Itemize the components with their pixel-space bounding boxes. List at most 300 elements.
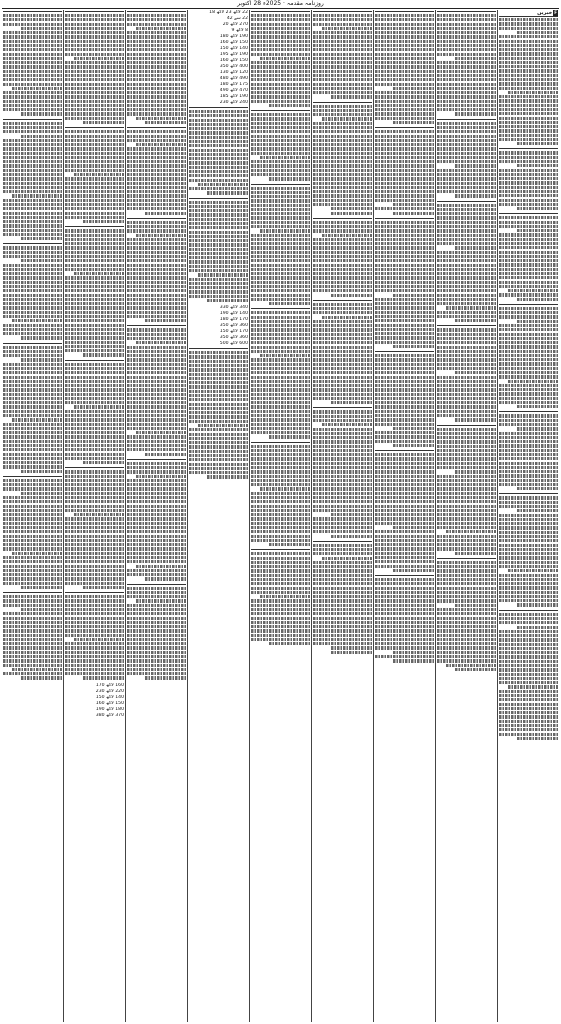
text-line bbox=[437, 27, 496, 30]
text-line bbox=[127, 294, 186, 297]
text-line bbox=[3, 440, 62, 443]
text-line bbox=[189, 218, 248, 221]
text-line bbox=[269, 177, 310, 180]
text-line bbox=[313, 595, 372, 598]
rate-line: 140 لاکھ 190 bbox=[219, 311, 248, 317]
text-line bbox=[313, 432, 372, 435]
text-line bbox=[127, 668, 186, 671]
text-line bbox=[251, 414, 310, 417]
text-line bbox=[189, 269, 248, 272]
text-line bbox=[499, 449, 558, 452]
text-line bbox=[136, 599, 186, 602]
text-line bbox=[65, 500, 124, 503]
text-line bbox=[313, 65, 372, 68]
text-line bbox=[437, 143, 496, 146]
text-line bbox=[499, 591, 558, 594]
text-line bbox=[127, 393, 186, 396]
text-line bbox=[3, 255, 62, 258]
text-line bbox=[65, 238, 124, 241]
text-line bbox=[499, 328, 558, 331]
text-line bbox=[3, 298, 62, 301]
text-line bbox=[313, 415, 372, 418]
text-line bbox=[437, 204, 496, 207]
story-divider bbox=[189, 107, 248, 108]
text-line bbox=[251, 509, 310, 512]
text-line bbox=[251, 199, 310, 202]
text-line bbox=[251, 599, 310, 602]
text-line bbox=[313, 160, 372, 163]
text-line bbox=[313, 522, 372, 525]
text-line bbox=[499, 419, 558, 422]
text-line bbox=[437, 126, 496, 129]
text-line bbox=[313, 130, 372, 133]
text-line bbox=[3, 376, 62, 379]
text-line bbox=[375, 535, 434, 538]
text-line bbox=[251, 462, 310, 465]
text-line bbox=[21, 336, 62, 339]
story-divider bbox=[251, 184, 310, 185]
story-divider bbox=[437, 425, 496, 426]
text-line bbox=[331, 207, 372, 210]
text-line bbox=[74, 638, 124, 641]
text-line bbox=[251, 212, 310, 215]
text-line bbox=[375, 44, 434, 47]
text-line bbox=[3, 569, 62, 572]
text-line bbox=[437, 384, 496, 387]
text-line bbox=[437, 87, 496, 90]
text-line bbox=[65, 108, 124, 111]
news-story bbox=[313, 102, 372, 215]
text-line bbox=[3, 35, 62, 38]
text-line bbox=[313, 139, 372, 142]
text-line bbox=[313, 229, 372, 232]
text-line bbox=[375, 552, 434, 555]
story-headline bbox=[499, 10, 558, 17]
text-line bbox=[251, 634, 310, 637]
text-line bbox=[189, 252, 248, 255]
text-line bbox=[3, 367, 62, 370]
text-line bbox=[437, 221, 496, 224]
text-line bbox=[375, 315, 434, 318]
text-line bbox=[499, 556, 558, 559]
text-line bbox=[65, 642, 124, 645]
text-line bbox=[375, 595, 434, 598]
text-line bbox=[189, 201, 248, 204]
news-story bbox=[499, 148, 558, 210]
text-line bbox=[499, 337, 558, 340]
text-line bbox=[499, 173, 558, 176]
text-line bbox=[65, 294, 124, 297]
text-line bbox=[127, 646, 186, 649]
text-line bbox=[207, 475, 248, 478]
text-line bbox=[127, 104, 186, 107]
text-line bbox=[127, 367, 186, 370]
text-line bbox=[375, 522, 434, 525]
text-line bbox=[437, 276, 496, 279]
text-line bbox=[437, 53, 496, 56]
text-line bbox=[189, 398, 248, 401]
text-line bbox=[437, 595, 496, 598]
text-line bbox=[3, 199, 62, 202]
text-line bbox=[127, 388, 186, 391]
text-line bbox=[21, 112, 62, 115]
text-line bbox=[189, 213, 248, 216]
text-line bbox=[375, 259, 434, 262]
text-line bbox=[189, 248, 248, 251]
text-line bbox=[127, 595, 186, 598]
text-line bbox=[136, 341, 186, 344]
text-line bbox=[65, 560, 124, 563]
text-line bbox=[65, 349, 124, 352]
text-line bbox=[251, 608, 310, 611]
text-line bbox=[3, 289, 62, 292]
text-line bbox=[375, 612, 434, 615]
text-line bbox=[3, 328, 62, 331]
text-line bbox=[393, 569, 434, 572]
text-line bbox=[455, 470, 496, 473]
text-line bbox=[127, 526, 186, 529]
text-line bbox=[65, 457, 124, 460]
text-line bbox=[65, 569, 124, 572]
text-line bbox=[499, 733, 558, 736]
text-line bbox=[517, 142, 558, 145]
rate-line: 470 لاکھ 490 bbox=[219, 88, 248, 93]
text-line bbox=[65, 311, 124, 314]
text-line bbox=[65, 255, 124, 258]
news-story bbox=[251, 549, 310, 645]
text-line bbox=[313, 152, 372, 155]
text-line bbox=[313, 354, 372, 357]
text-line bbox=[65, 435, 124, 438]
text-line bbox=[437, 251, 496, 254]
text-line bbox=[3, 363, 62, 366]
text-line bbox=[437, 242, 496, 245]
text-line bbox=[375, 221, 434, 224]
text-line bbox=[251, 272, 310, 275]
text-line bbox=[3, 23, 62, 26]
story-divider bbox=[3, 592, 62, 593]
text-line bbox=[136, 565, 186, 568]
text-line bbox=[499, 160, 558, 163]
text-line bbox=[517, 405, 558, 408]
story-divider bbox=[127, 325, 186, 326]
story-divider bbox=[65, 592, 124, 593]
story-divider bbox=[251, 11, 310, 12]
text-line bbox=[65, 384, 124, 387]
text-line bbox=[499, 74, 558, 77]
text-line bbox=[260, 229, 310, 232]
text-line bbox=[3, 388, 62, 391]
text-line bbox=[375, 104, 434, 107]
story-divider bbox=[313, 300, 372, 301]
text-line bbox=[313, 199, 372, 202]
text-line bbox=[127, 298, 186, 301]
text-line bbox=[313, 177, 372, 180]
text-line bbox=[127, 70, 186, 73]
text-line bbox=[207, 191, 248, 194]
news-story bbox=[499, 304, 558, 409]
text-line bbox=[65, 83, 124, 86]
text-line bbox=[437, 621, 496, 624]
story-divider bbox=[3, 11, 62, 12]
text-line bbox=[375, 276, 434, 279]
text-line bbox=[313, 569, 372, 572]
text-line bbox=[437, 328, 496, 331]
text-line bbox=[437, 574, 496, 577]
text-line bbox=[251, 173, 310, 176]
rate-line: 190 لاکھ 185 bbox=[219, 94, 248, 99]
text-line bbox=[65, 289, 124, 292]
text-line bbox=[127, 225, 186, 228]
text-line bbox=[499, 69, 558, 72]
text-line bbox=[251, 298, 310, 301]
text-line bbox=[455, 371, 496, 374]
text-line bbox=[127, 629, 186, 632]
text-line bbox=[189, 127, 248, 130]
text-line bbox=[65, 53, 124, 56]
text-line bbox=[65, 376, 124, 379]
column-8 bbox=[63, 10, 125, 1022]
text-line bbox=[189, 441, 248, 444]
text-line bbox=[313, 285, 372, 288]
rate-line: 140 لاکھ 150 bbox=[219, 46, 248, 51]
text-line bbox=[189, 226, 248, 229]
text-line bbox=[322, 557, 372, 560]
text-line bbox=[313, 561, 372, 564]
text-line bbox=[127, 659, 186, 662]
text-line bbox=[313, 380, 372, 383]
text-line bbox=[189, 170, 248, 173]
text-line bbox=[499, 108, 558, 111]
text-line bbox=[127, 164, 186, 167]
text-line bbox=[127, 281, 186, 284]
text-line bbox=[189, 420, 248, 423]
text-line bbox=[65, 380, 124, 383]
rate-line: 140 لاکھ 150 bbox=[95, 694, 124, 700]
text-line bbox=[393, 212, 434, 215]
text-line bbox=[393, 444, 434, 447]
text-line bbox=[499, 268, 558, 271]
text-line bbox=[127, 448, 186, 451]
text-line bbox=[3, 487, 62, 490]
text-line bbox=[499, 638, 558, 641]
text-line bbox=[375, 380, 434, 383]
text-line bbox=[65, 509, 124, 512]
text-line bbox=[499, 466, 558, 469]
text-line bbox=[437, 135, 496, 138]
text-line bbox=[499, 151, 558, 154]
news-story bbox=[65, 127, 124, 223]
text-line bbox=[313, 289, 372, 292]
text-line bbox=[3, 517, 62, 520]
text-line bbox=[189, 235, 248, 238]
text-line bbox=[251, 445, 310, 448]
text-line bbox=[499, 311, 558, 314]
text-line bbox=[375, 108, 434, 111]
text-line bbox=[499, 578, 558, 581]
text-line bbox=[375, 388, 434, 391]
text-line bbox=[437, 65, 496, 68]
text-line bbox=[65, 625, 124, 628]
text-line bbox=[437, 48, 496, 51]
text-line bbox=[251, 557, 310, 560]
news-story bbox=[127, 325, 186, 455]
text-line bbox=[3, 177, 62, 180]
text-line bbox=[437, 208, 496, 211]
text-line bbox=[375, 40, 434, 43]
text-line bbox=[127, 83, 186, 86]
text-line bbox=[127, 401, 186, 404]
text-line bbox=[437, 341, 496, 344]
text-line bbox=[65, 517, 124, 520]
text-line bbox=[313, 74, 372, 77]
column-2 bbox=[435, 10, 497, 1022]
text-line bbox=[393, 651, 434, 654]
text-line bbox=[313, 242, 372, 245]
text-line bbox=[313, 169, 372, 172]
text-line bbox=[499, 57, 558, 60]
text-line bbox=[499, 251, 558, 254]
text-line bbox=[499, 52, 558, 55]
text-line bbox=[65, 659, 124, 662]
text-line bbox=[499, 681, 558, 684]
text-line bbox=[127, 333, 186, 336]
text-line bbox=[3, 311, 62, 314]
text-line bbox=[499, 436, 558, 439]
text-line bbox=[499, 586, 558, 589]
text-line bbox=[437, 582, 496, 585]
text-line bbox=[3, 604, 62, 607]
text-line bbox=[251, 61, 310, 64]
text-line bbox=[499, 138, 558, 141]
text-line bbox=[127, 57, 186, 60]
text-line bbox=[375, 65, 434, 68]
text-line bbox=[127, 423, 186, 426]
text-line bbox=[375, 78, 434, 81]
text-line bbox=[251, 535, 310, 538]
text-line bbox=[65, 285, 124, 288]
text-line bbox=[251, 496, 310, 499]
story-divider bbox=[127, 11, 186, 12]
text-line bbox=[499, 272, 558, 275]
text-line bbox=[499, 544, 558, 547]
text-line bbox=[313, 122, 372, 125]
text-line bbox=[313, 578, 372, 581]
text-line bbox=[517, 207, 558, 210]
column-4 bbox=[311, 10, 373, 1022]
text-line bbox=[499, 531, 558, 534]
text-line bbox=[313, 358, 372, 361]
text-line bbox=[437, 298, 496, 301]
text-line bbox=[313, 14, 372, 17]
text-line bbox=[375, 629, 434, 632]
text-line bbox=[375, 608, 434, 611]
text-line bbox=[508, 91, 558, 94]
text-line bbox=[198, 183, 248, 186]
text-line bbox=[189, 282, 248, 285]
text-line bbox=[437, 147, 496, 150]
text-line bbox=[189, 360, 248, 363]
column-7 bbox=[125, 10, 187, 1022]
text-line bbox=[313, 113, 372, 116]
text-line bbox=[499, 496, 558, 499]
text-line bbox=[65, 190, 124, 193]
text-line bbox=[437, 629, 496, 632]
text-line bbox=[189, 278, 248, 281]
text-line bbox=[375, 234, 434, 237]
text-line bbox=[251, 95, 310, 98]
story-divider bbox=[65, 127, 124, 128]
text-line bbox=[65, 651, 124, 654]
text-line bbox=[127, 242, 186, 245]
text-line bbox=[499, 190, 558, 193]
text-line bbox=[437, 608, 496, 611]
text-line bbox=[499, 715, 558, 718]
text-line bbox=[313, 509, 372, 512]
text-line bbox=[127, 591, 186, 594]
text-line bbox=[313, 238, 372, 241]
text-line bbox=[499, 660, 558, 663]
text-line bbox=[127, 496, 186, 499]
text-line bbox=[437, 337, 496, 340]
text-line bbox=[3, 224, 62, 227]
text-line bbox=[313, 246, 372, 249]
story-divider bbox=[375, 575, 434, 576]
text-line bbox=[251, 100, 310, 103]
text-line bbox=[313, 483, 372, 486]
text-line bbox=[127, 642, 186, 645]
text-line bbox=[65, 78, 124, 81]
text-line bbox=[74, 272, 124, 275]
text-line bbox=[375, 173, 434, 176]
story-divider bbox=[437, 11, 496, 12]
news-story bbox=[3, 476, 62, 589]
text-line bbox=[3, 556, 62, 559]
text-line bbox=[127, 221, 186, 224]
text-line bbox=[65, 234, 124, 237]
text-line bbox=[127, 483, 186, 486]
text-line bbox=[313, 346, 372, 349]
text-line bbox=[251, 337, 310, 340]
text-line bbox=[375, 311, 434, 314]
text-line bbox=[65, 577, 124, 580]
news-story bbox=[65, 11, 124, 124]
text-line bbox=[65, 87, 124, 90]
text-line bbox=[375, 35, 434, 38]
text-line bbox=[517, 164, 558, 167]
text-line bbox=[313, 466, 372, 469]
text-line bbox=[322, 27, 372, 30]
news-story bbox=[499, 411, 558, 490]
text-line bbox=[517, 487, 558, 490]
text-line bbox=[127, 664, 186, 667]
text-line bbox=[499, 324, 558, 327]
text-line bbox=[3, 143, 62, 146]
text-line bbox=[65, 164, 124, 167]
text-line bbox=[65, 48, 124, 51]
text-line bbox=[455, 112, 496, 115]
text-line bbox=[189, 428, 248, 431]
news-story bbox=[65, 226, 124, 356]
text-line bbox=[251, 500, 310, 503]
text-line bbox=[65, 130, 124, 133]
text-line bbox=[499, 259, 558, 262]
text-line bbox=[499, 505, 558, 508]
text-line bbox=[375, 139, 434, 142]
text-line bbox=[3, 405, 62, 408]
text-line bbox=[260, 595, 310, 598]
text-line bbox=[3, 638, 62, 641]
